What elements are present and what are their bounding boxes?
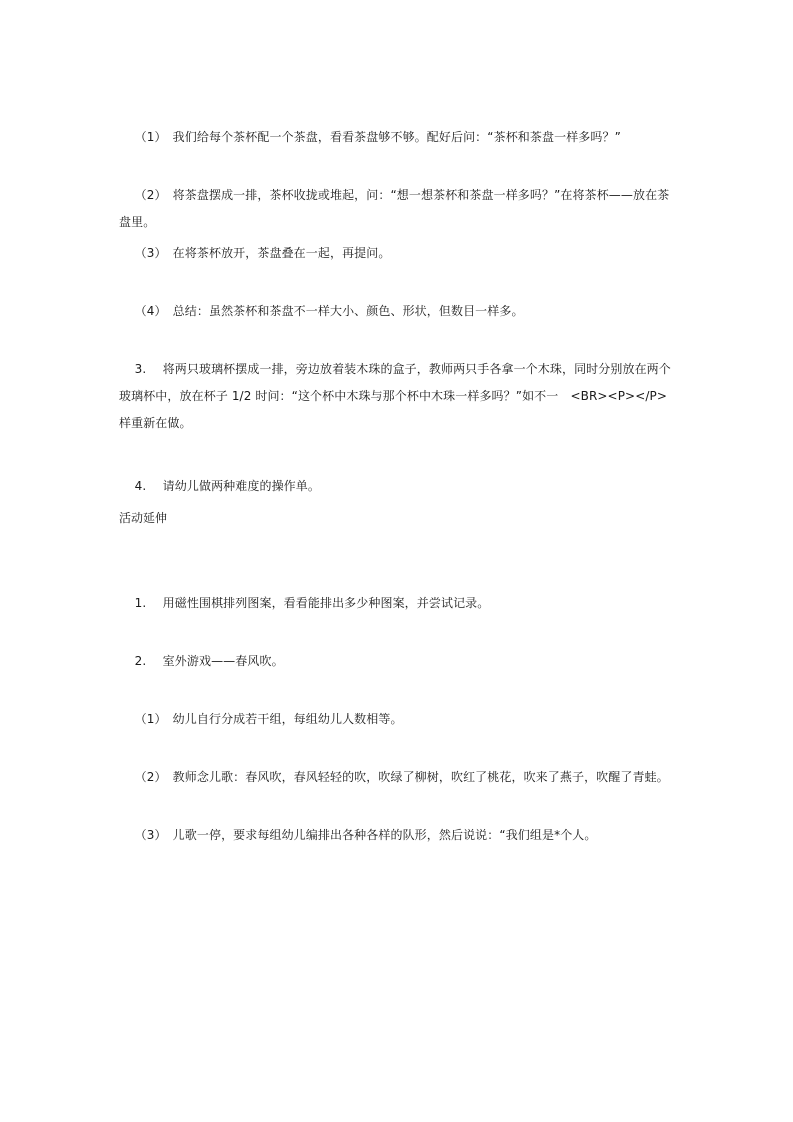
item-number: （2）	[134, 188, 167, 202]
item-number: （3）	[134, 246, 167, 260]
step-text: 请幼儿做两种难度的操作单。	[162, 479, 320, 493]
step-number: 2.	[134, 654, 147, 668]
item-text: 将茶盘摆成一排，茶杯收拢或堆起，问：“想一想茶杯和茶盘一样多吗？”在将茶杯——放在茶盘里。	[119, 188, 670, 229]
item-number: （1）	[134, 130, 167, 144]
item-text: 儿歌一停，要求每组幼儿编排出各种各样的队形，然后说说：“我们组是*个人。	[172, 828, 597, 842]
item-number: （1）	[134, 712, 167, 726]
item-text: 教师念儿歌：春风吹，春风轻轻的吹，吹绿了柳树，吹红了桃花，吹来了燕子，吹醒了青蛙。	[172, 770, 669, 784]
item-text: 总结：虽然茶杯和茶盘不一样大小、颜色、形状，但数目一样多。	[172, 304, 524, 318]
extension-item-3	[119, 795, 679, 876]
item-text: 我们给每个茶杯配一个茶盘，看看茶盘够不够。配好后问：“茶杯和茶盘一样多吗？”	[172, 130, 621, 144]
item-number: （2）	[134, 770, 167, 784]
item-text: 幼儿自行分成若干组，每组幼儿人数相等。	[172, 712, 403, 726]
step-text: 用磁性围棋排列图案，看看能排出多少种图案，并尝试记录。	[162, 596, 490, 610]
step-text: 室外游戏——春风吹。	[162, 654, 284, 668]
step-number: 1.	[134, 596, 147, 610]
item-number: （4）	[134, 304, 167, 318]
step-text: 将两只玻璃杯摆成一排，旁边放着装木珠的盒子，教师两只手各拿一个木珠，同时分别放在两个玻璃杯中，放在杯子 1/2 时问：“这个杯中木珠与那个杯中木珠一样多吗？”如不一 <BR><P></P>样重新在做。	[119, 362, 671, 430]
step-number: 3.	[134, 362, 147, 376]
item-text: 在将茶杯放开，茶盘叠在一起，再提问。	[172, 246, 391, 260]
activity-step-4	[119, 446, 679, 527]
item-number: （3）	[134, 828, 167, 842]
step-number: 4.	[134, 479, 147, 493]
activity-step-3	[119, 329, 679, 464]
section-heading-extension: 活动延伸	[119, 511, 168, 525]
